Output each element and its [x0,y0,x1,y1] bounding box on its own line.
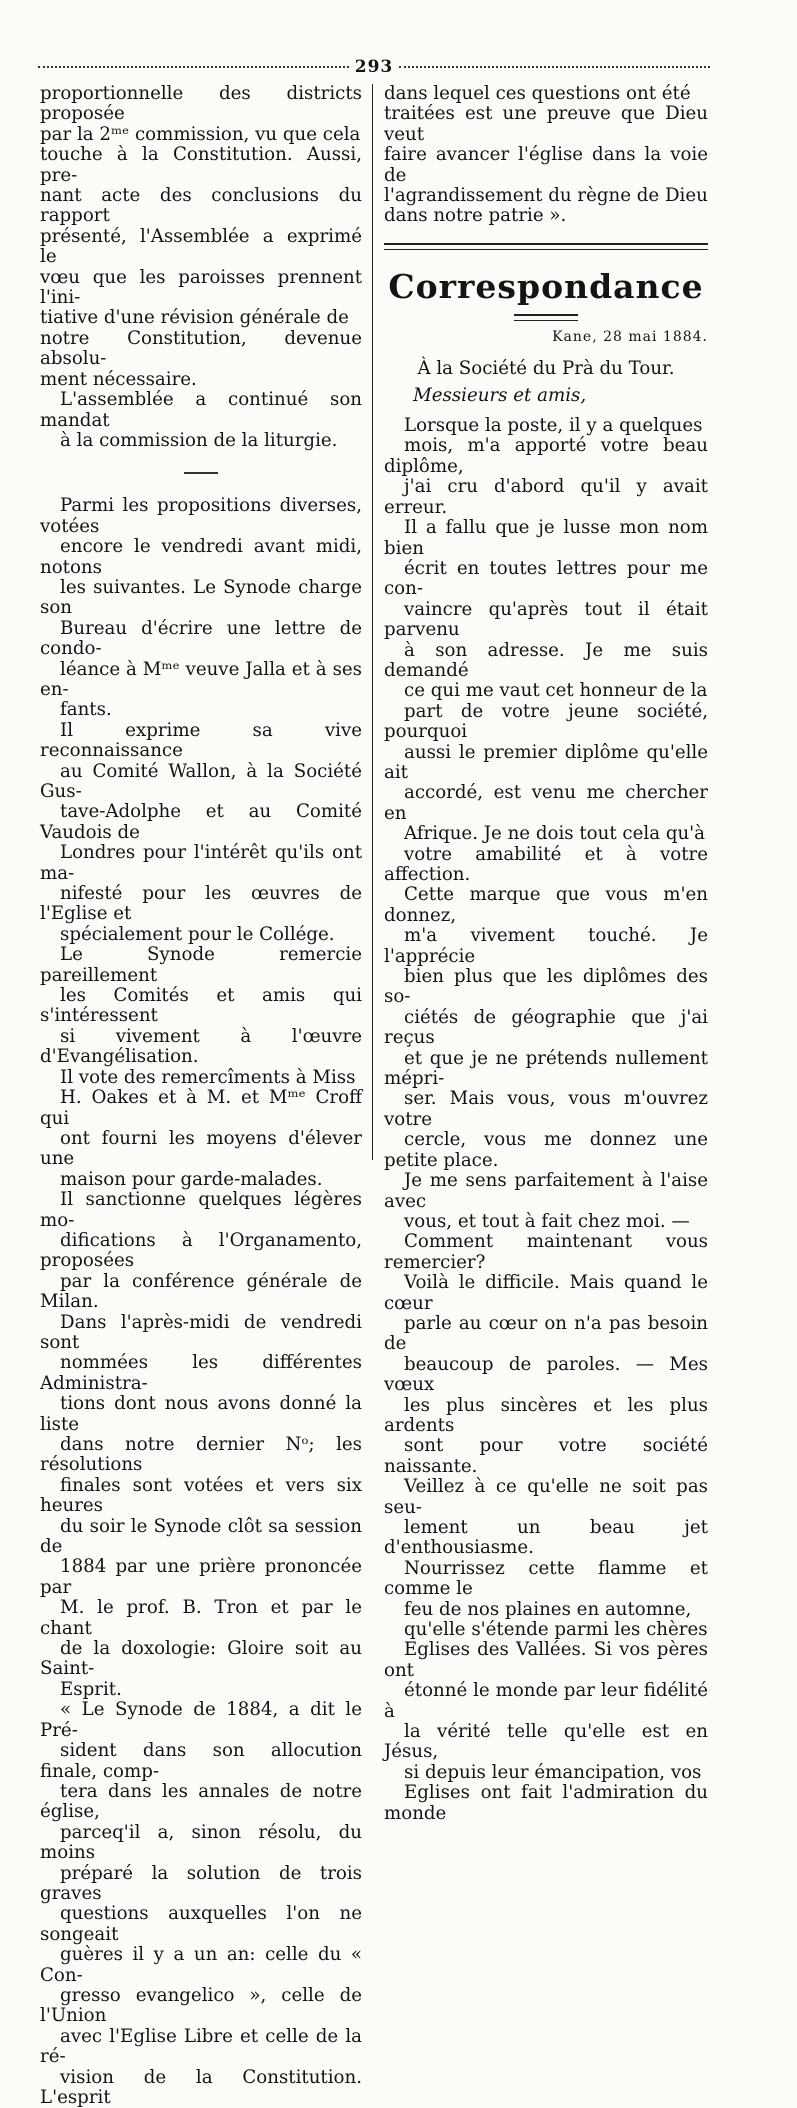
page-number: 293 [354,57,394,77]
text-line: les Comités et amis qui s'intéressent [40,985,362,1027]
letter-body [384,416,708,1824]
text-line: ont fourni les moyens d'élever une [40,1127,362,1170]
text-line: Bureau d'écrire une lettre de condo- [40,617,362,660]
salutation: Messieurs et amis, [413,384,587,406]
text-line: questions auxquelles l'on ne songeait [40,1903,362,1945]
text-line: de la doxologie: Gloire soit au Saint- [40,1638,362,1680]
text-line: par la conférence générale de Milan. [40,1270,362,1313]
text-line: Le Synode remercie pareillement [40,944,362,986]
header-rule-right [399,66,710,68]
text-line: faire avancer l'église dans la voie de [384,144,708,186]
paragraph [40,721,362,945]
text-line: cercle, vous me donnez une petite place. [384,1129,708,1171]
text-line: les suivantes. Le Synode charge son [40,576,362,619]
dateline: Kane, 28 mai 1884. [552,328,708,345]
text-line: spécialement pour le Collége. [60,923,335,945]
text-line: au Comité Wallon, à la Société Gus- [40,760,362,802]
text-line: léance à Mᵐᵉ veuve Jalla et à ses en- [40,658,362,700]
page-header [38,54,710,80]
text-line: Esprit. [60,1678,122,1700]
text-line: H. Oakes et à M. et Mᵐᵉ Croff qui [40,1087,362,1129]
text-line: si vivement à l'œuvre d'Evangélisation. [40,1025,362,1068]
paragraph [40,945,362,1067]
text-line: encore le vendredi avant midi, notons [40,536,362,578]
text-line: touche à la Constitution. Aussi, pre- [40,144,362,186]
paragraph [40,1068,362,1190]
text-line: et que je ne prétends nullement mépri- [384,1047,708,1090]
text-line: à la commission de la liturgie. [60,429,338,451]
text-line: préparé la solution de trois graves [40,1862,362,1904]
paragraph [40,1190,362,1312]
text-line: l'agrandissement du règne de Dieu [384,185,708,207]
text-line: guères il y a un an: celle du « Con- [40,1944,362,1986]
text-line: sont pour votre société naissante. [384,1435,708,1477]
text-line: dans notre dernier Nᵒ; les résolutions [40,1434,362,1476]
text-line: vaincre qu'après tout il était parvenu [384,598,708,641]
text-line: présenté, l'Assemblée a exprimé le [40,225,362,268]
paragraph [384,84,708,227]
title-ornament [514,314,578,321]
text-line: ciétés de géographie que j'ai reçus [384,1006,708,1049]
text-line: à son adresse. Je me suis demandé [384,639,708,681]
text-line: Eglises des Vallées. Si vos pères ont [384,1639,708,1681]
text-line: étonné le monde par leur fidélité à [384,1680,708,1722]
text-line: Il a fallu que je lusse mon nom bien [384,517,708,559]
text-line: tera dans les annales de notre église, [40,1780,362,1823]
short-separator [184,472,218,474]
paragraph [40,1313,362,1701]
text-line: si depuis leur émancipation, vos [404,1761,702,1783]
text-line: nant acte des conclusions du rapport [40,185,362,227]
text-line: Afrique. Je ne dois tout cela qu'à [404,823,706,845]
text-line: dans notre patrie ». [384,205,567,227]
text-line: ment nécessaire. [40,368,197,390]
text-line: lement un beau jet d'enthousiasme. [384,1517,708,1559]
text-line: j'ai cru d'abord qu'il y avait erreur. [384,476,708,518]
section-title: Correspondance [388,266,704,306]
paragraph [40,496,362,720]
text-line: Londres pour l'intérêt qu'ils ont ma- [40,842,362,884]
text-line: « Le Synode de 1884, a dit le Pré- [40,1699,362,1741]
text-line: du soir le Synode clôt sa session de [40,1515,362,1558]
text-line: m'a vivement touché. Je l'apprécie [384,925,708,967]
text-line: 1884 par une prière prononcée par [40,1556,362,1598]
text-line: L'assemblée a continué son mandat [40,389,362,431]
text-line: Il vote des remercîments à Miss [60,1066,356,1088]
text-line: ce qui me vaut cet honneur de la [404,680,708,702]
text-line: notre Constitution, devenue absolu- [40,327,362,370]
text-line: difications à l'Organamento, proposées [40,1229,362,1272]
text-line: maison pour garde-malades. [60,1168,323,1190]
text-line: proportionnelle des districts proposée [40,83,362,125]
text-line: nommées les différentes Administra- [40,1352,362,1394]
text-line: tions dont nous avons donné la liste [40,1393,362,1435]
text-line: gresso evangelico », celle de l'Union [40,1984,362,2027]
text-line: Dans l'après-midi de vendredi sont [40,1311,362,1353]
text-line: bien plus que les diplômes des so- [384,966,708,1008]
text-line: Il sanctionne quelques légères mo- [40,1189,362,1231]
paragraph [40,1700,362,2108]
text-line: Cette marque que vous m'en donnez, [384,884,708,926]
text-line: par la 2ᵐᵉ commission, vu que cela [40,123,361,145]
text-line: Lorsque la poste, il y a quelques [404,415,703,437]
text-line: Veillez à ce qu'elle ne soit pas seu- [384,1476,708,1518]
text-line: Il exprime sa vive reconnaissance [40,719,362,762]
text-line: votre amabilité et à votre affection. [384,843,708,885]
right-column-top-text [384,84,708,227]
text-line: tave-Adolphe et au Comité Vaudois de [40,801,362,843]
text-line: part de votre jeune société, pourquoi [384,700,708,743]
section-divider [384,243,708,250]
text-line: Nourrissez cette flamme et comme le [384,1557,708,1600]
text-line: accordé, est venu me chercher en [384,782,708,824]
text-line: parle au cœur on n'a pas besoin de [384,1312,708,1355]
text-line: les plus sincères et les plus ardents [384,1394,708,1436]
text-line: vision de la Constitution. L'esprit [40,2066,362,2108]
text-line: Voilà le difficile. Mais quand le cœur [384,1272,708,1314]
text-line: tiative d'une révision générale de [40,307,349,329]
paragraph [40,390,362,451]
text-line: dans lequel ces questions ont été [384,83,691,104]
left-column-top-text [40,84,362,451]
text-line: M. le prof. B. Tron et par le chant [40,1597,362,1639]
header-rule-left [38,66,349,68]
text-line: aussi le premier diplôme qu'elle ait [384,741,708,783]
text-line: beaucoup de paroles. — Mes vœux [384,1353,708,1396]
left-column [40,84,362,2108]
text-line: fants. [60,699,112,721]
text-line: Parmi les propositions diverses, votées [40,495,362,537]
text-line: vœu que les paroisses prennent l'ini- [40,266,362,309]
text-line: avec l'Eglise Libre et celle de la ré- [40,2025,362,2068]
left-column-bottom-text [40,496,362,2108]
paragraph [384,416,708,1824]
text-line: écrit en toutes lettres pour me con- [384,557,708,600]
text-line: Comment maintenant vous remercier? [384,1231,708,1273]
text-line: vous, et tout à fait chez moi. — [404,1210,690,1232]
text-line: mois, m'a apporté votre beau diplôme, [384,435,708,477]
text-line: feu de nos plaines en automne, [404,1598,692,1620]
text-line: finales sont votées et vers six heures [40,1474,362,1517]
text-line: ser. Mais vous, vous m'ouvrez votre [384,1088,708,1130]
text-line: Je me sens parfaitement à l'aise avec [384,1170,708,1212]
text-line: parceq'il a, sinon résolu, du moins [40,1821,362,1864]
text-line: Eglises ont fait l'admiration du monde [384,1782,708,1824]
addressee: À la Société du Prà du Tour. [417,358,675,380]
text-line: traitées est une preuve que Dieu veut [384,103,708,145]
paragraph [40,84,362,390]
column-divider [372,84,373,1160]
right-column [384,84,708,1824]
text-line: la vérité telle qu'elle est en Jésus, [384,1721,708,1763]
text-line: sident dans son allocution finale, comp- [40,1740,362,1782]
text-line: nifesté pour les œuvres de l'Eglise et [40,883,362,925]
text-line: qu'elle s'étende parmi les chères [404,1619,708,1641]
